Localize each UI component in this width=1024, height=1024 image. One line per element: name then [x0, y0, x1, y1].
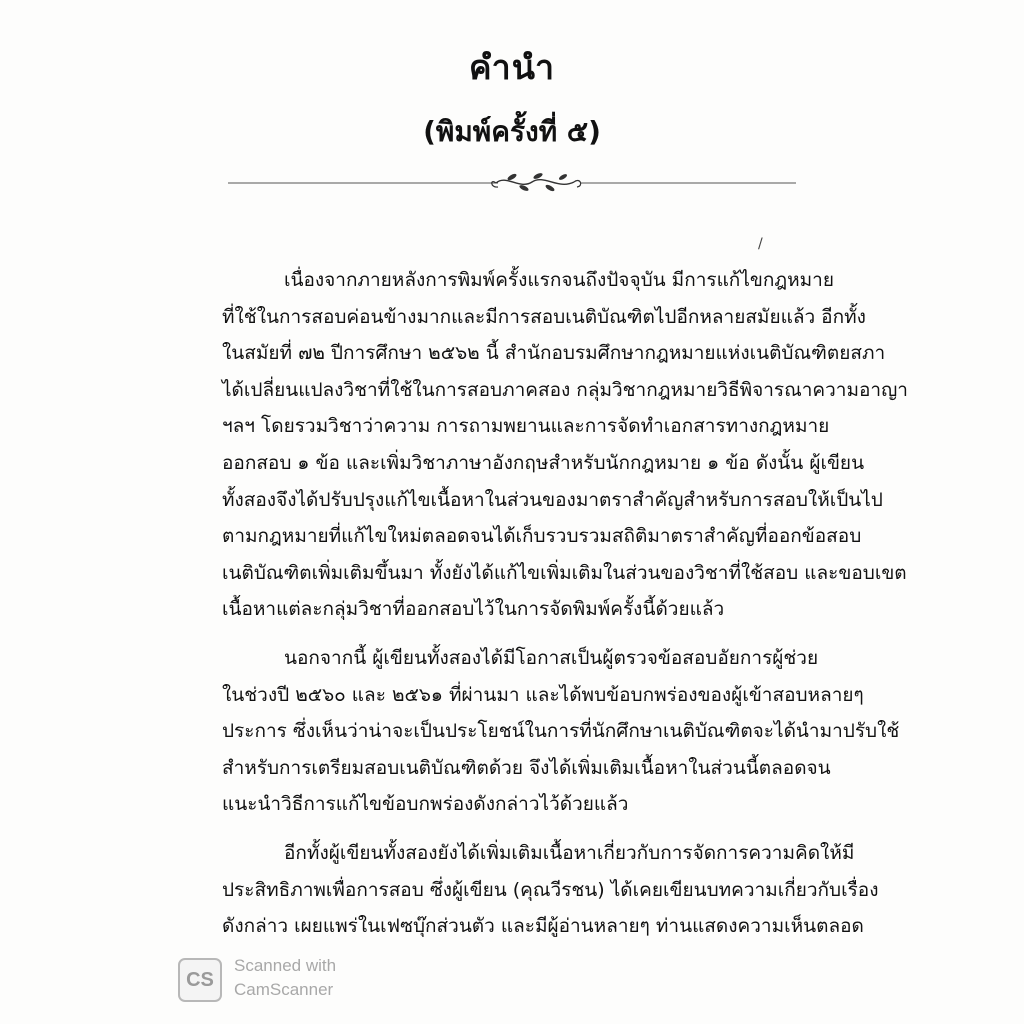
text-line: ตามกฎหมายที่แก้ไขใหม่ตลอดจนได้เก็บรวบรวมสถิติมาตราสำคัญที่ออกข้อสอบ — [222, 525, 862, 548]
paragraph-3 — [222, 835, 879, 945]
watermark-line-1: Scanned with — [234, 956, 337, 975]
text-line: สำหรับการเตรียมสอบเนติบัณฑิตด้วย จึงได้เพิ่มเติมเนื้อหาในส่วนนี้ตลอดจน — [222, 756, 831, 779]
text-line: ในช่วงปี ๒๕๖๐ และ ๒๕๖๑ ที่ผ่านมา และได้พบข้อบกพร่องของผู้เข้าสอบหลายๆ — [222, 683, 864, 706]
watermark-text — [234, 954, 336, 1002]
text-line: เนื่องจากภายหลังการพิมพ์ครั้งแรกจนถึงปัจจุบัน มีการแก้ไขกฎหมาย — [284, 269, 834, 291]
text-line: แนะนำวิธีการแก้ไขข้อบกพร่องดังกล่าวไว้ด้วยแล้ว — [222, 793, 629, 816]
text-line: ประการ ซึ่งเห็นว่าน่าจะเป็นประโยชน์ในการที่นักศึกษาเนติบัณฑิตจะได้นำมาปรับใช้ — [222, 720, 900, 743]
text-line: ดังกล่าว เผยแพร่ในเฟซบุ๊กส่วนตัว และมีผู้อ่านหลายๆ ท่านแสดงความเห็นตลอด — [222, 915, 864, 938]
edition-subtitle: (พิมพ์ครั้งที่ ๕) — [423, 115, 601, 148]
text-line: ฯลฯ โดยรวมวิชาว่าความ การถามพยานและการจัดทำเอกสารทางกฎหมาย — [222, 415, 830, 438]
text-line: ได้เปลี่ยนแปลงวิชาที่ใช้ในการสอบภาคสอง กลุ่มวิชากฎหมายวิธีพิจารณาความอาญา — [222, 378, 908, 401]
page-title: คำนำ — [468, 48, 556, 88]
paragraph-1 — [222, 262, 908, 628]
text-line: นอกจากนี้ ผู้เขียนทั้งสองได้มีโอกาสเป็นผู้ตรวจข้อสอบอัยการผู้ช่วย — [284, 646, 819, 669]
leaf-vine-divider-icon — [228, 168, 796, 198]
text-line: เนื้อหาแต่ละกลุ่มวิชาที่ออกสอบไว้ในการจัดพิมพ์ครั้งนี้ด้วยแล้ว — [222, 598, 725, 621]
text-line: ประสิทธิภาพเพื่อการสอบ ซึ่งผู้เขียน (คุณวีรชน) ได้เคยเขียนบทความเกี่ยวกับเรื่อง — [222, 878, 879, 901]
camscanner-watermark — [178, 954, 418, 1014]
body-text — [222, 262, 908, 957]
watermark-line-2: CamScanner — [234, 980, 334, 999]
text-line: ทั้งสองจึงได้ปรับปรุงแก้ไขเนื้อหาในส่วนของมาตราสำคัญสำหรับการสอบให้เป็นไป — [222, 488, 883, 511]
stray-pen-mark: / — [758, 236, 763, 252]
camscanner-logo-icon: CS — [178, 958, 222, 1002]
text-line: อีกทั้งผู้เขียนทั้งสองยังได้เพิ่มเติมเนื้อหาเกี่ยวกับการจัดการความคิดให้มี — [284, 841, 855, 864]
text-line: ออกสอบ ๑ ข้อ และเพิ่มวิชาภาษาอังกฤษสำหรับนักกฎหมาย ๑ ข้อ ดังนั้น ผู้เขียน — [222, 451, 865, 474]
paragraph-2 — [222, 640, 900, 823]
text-line: ในสมัยที่ ๗๒ ปีการศึกษา ๒๕๖๒ นี้ สำนักอบรมศึกษากฎหมายแห่งเนติบัณฑิตยสภา — [222, 342, 886, 365]
text-line: เนติบัณฑิตเพิ่มเติมขึ้นมา ทั้งยังได้แก้ไขเพิ่มเติมในส่วนของวิชาที่ใช้สอบ และขอบเขต — [222, 561, 907, 584]
text-line: ที่ใช้ในการสอบค่อนข้างมากและมีการสอบเนติบัณฑิตไปอีกหลายสมัยแล้ว อีกทั้ง — [222, 305, 866, 328]
